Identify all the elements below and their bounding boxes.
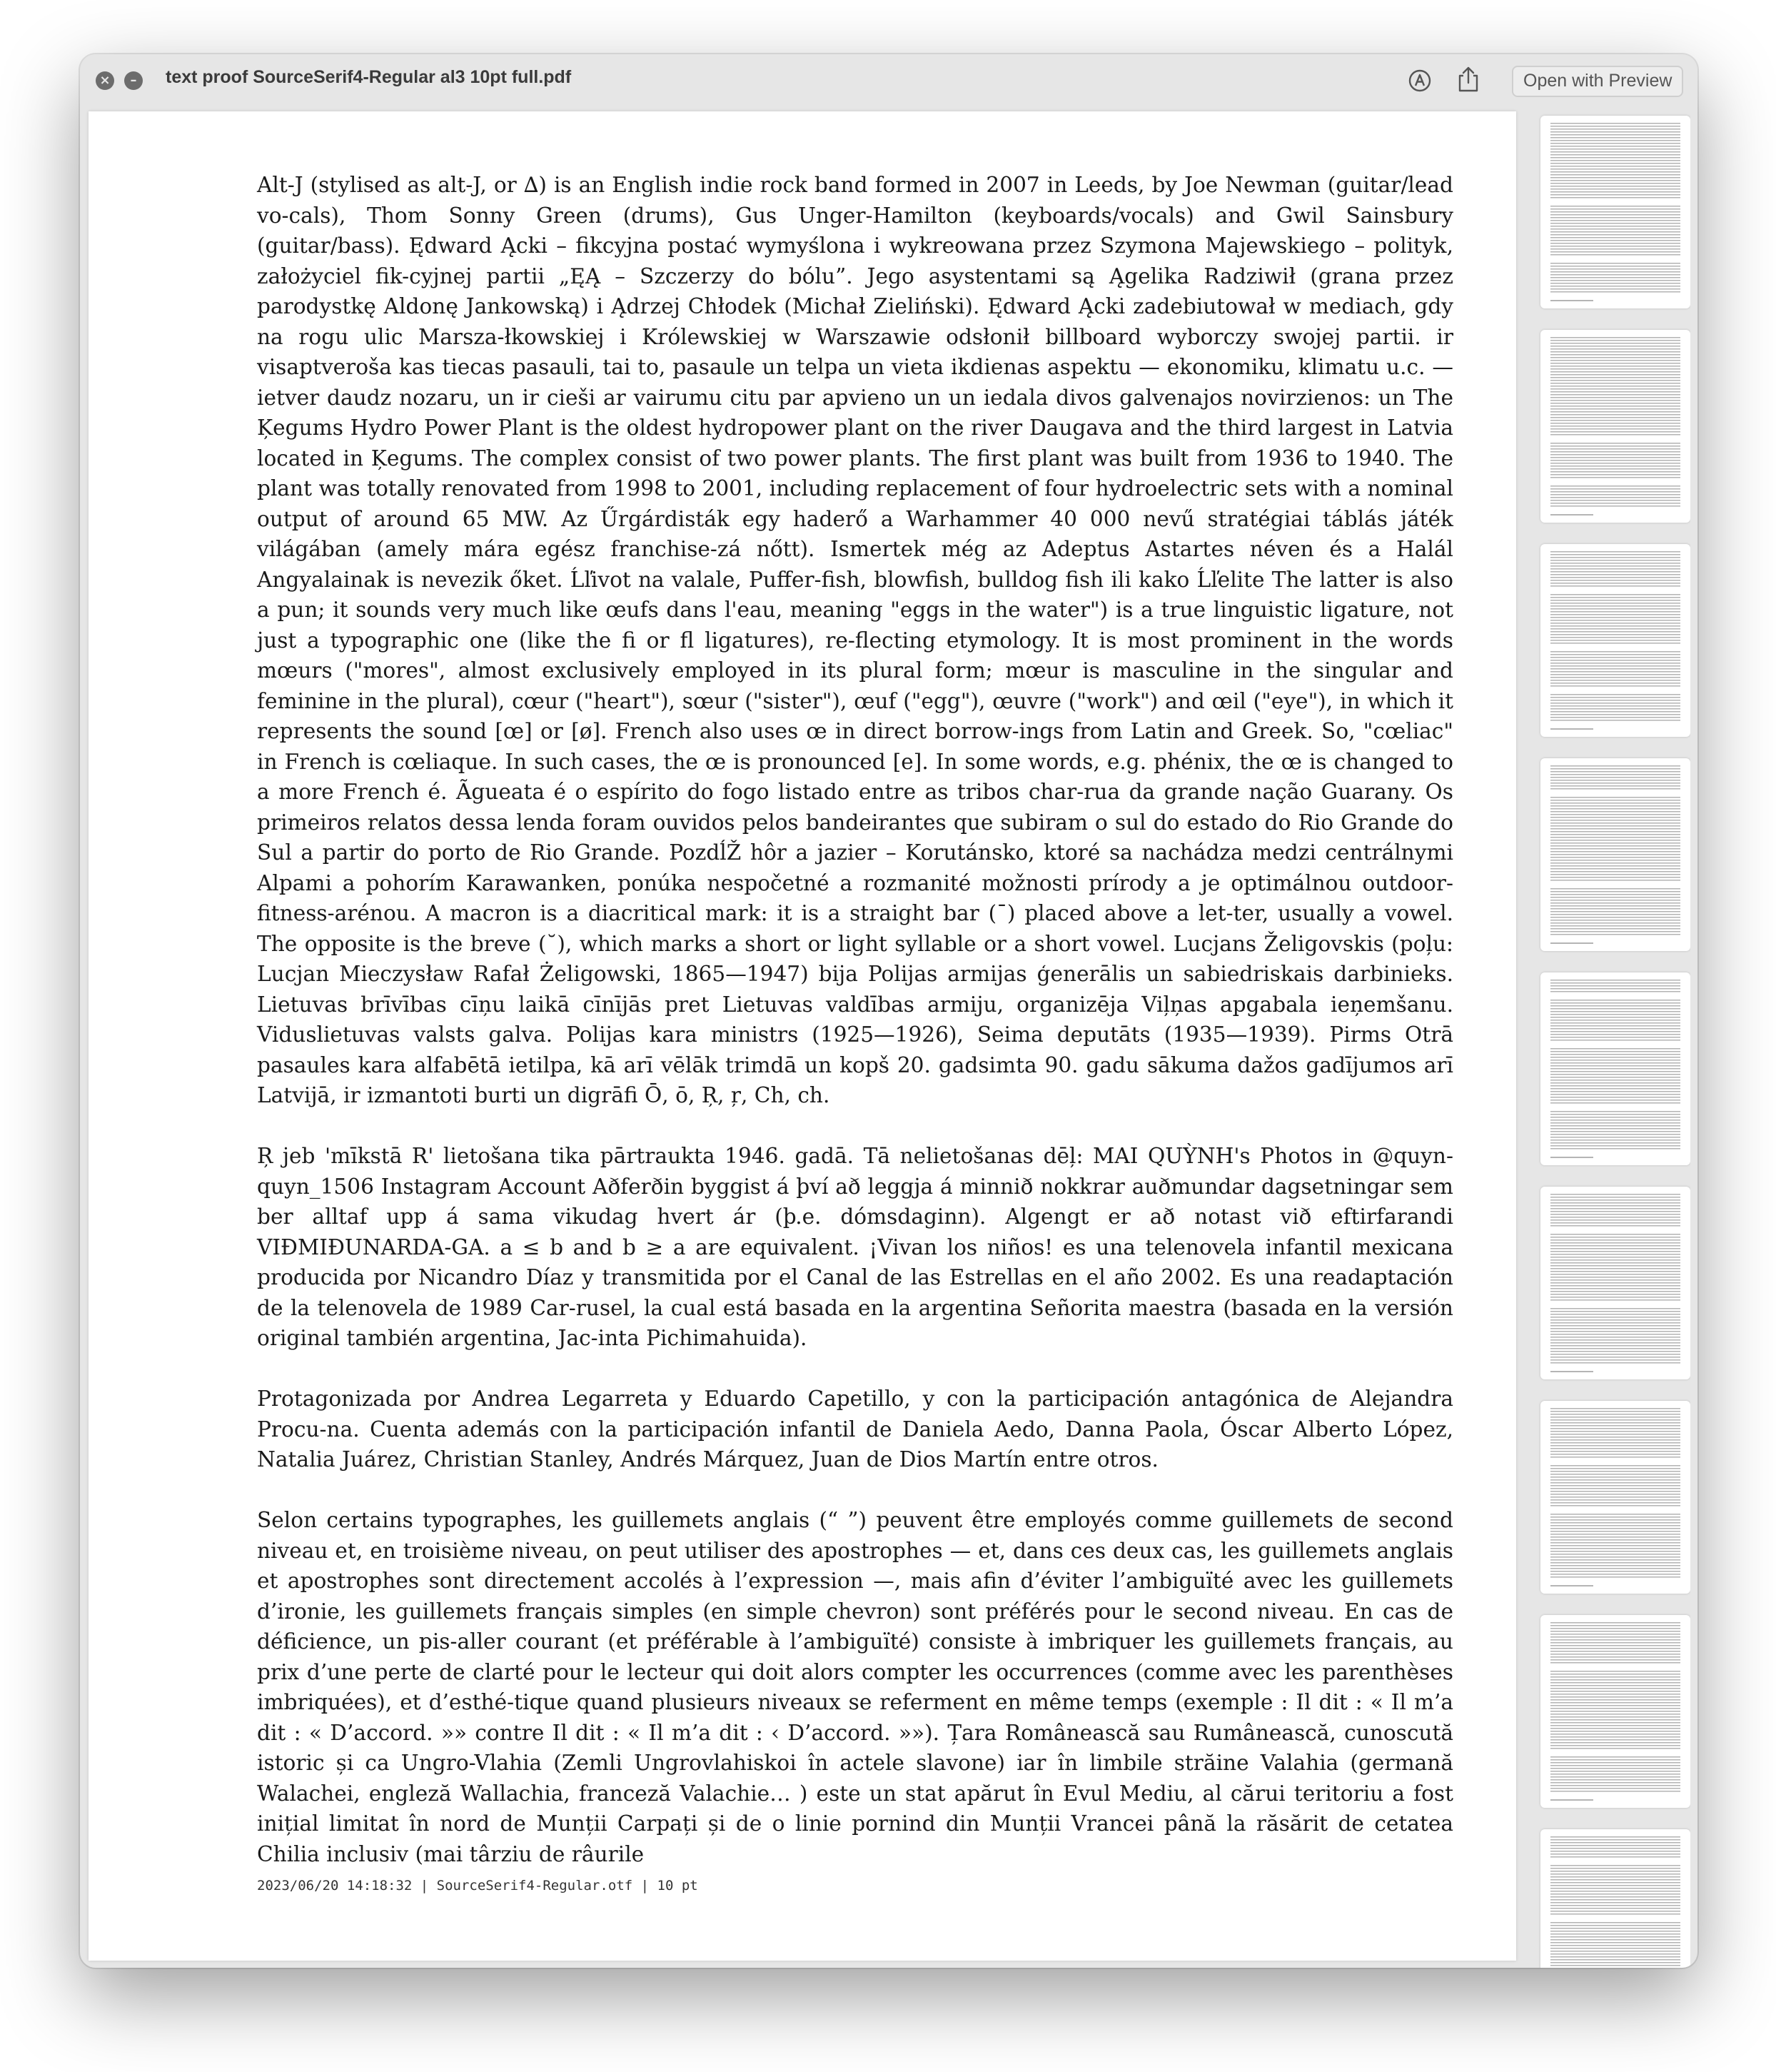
page-body	[257, 170, 1453, 1869]
page-thumbnail[interactable]	[1540, 1829, 1690, 1968]
minimize-icon[interactable]: –	[124, 71, 143, 90]
paragraph: Protagonizada por Andrea Legarreta y Eduardo Capetillo, y con la participación antagónica de Alejandra Procu-na. Cuenta además con la participación infantil de Daniela Aedo, Danna Paola, Óscar Alberto López, Natalia Juárez, Christian Stanley, Andrés Márquez, Juan de Dios Martín entre otros.	[257, 1387, 1453, 1472]
preview-window	[80, 54, 1697, 1968]
page-thumbnail[interactable]	[1540, 116, 1690, 308]
title-bar[interactable]	[80, 54, 1697, 109]
page-thumbnail[interactable]	[1540, 972, 1690, 1165]
markup-icon[interactable]	[1408, 69, 1432, 93]
paragraph: Selon certains typographes, les guillemets anglais (“ ”) peuvent être employés comme guillemets de second niveau et, en troisième niveau, on peut utiliser des apostrophes — et, dans ces deux cas, les guillemets anglais et apostrophes sont directement accolés à l’expression —, mais afin d’éviter l’ambiguïté avec les guillemets d’ironie, les guillemets français simples (en simple chevron) sont préférés pour le second niveau. En cas de déficience, un pis-aller courant (et préférable à l’ambiguïté) consiste à imbriquer les guillemets français, au prix d’une perte de clarté pour le lecteur qui doit alors compter les occurrences (comme avec les parenthèses imbriquées), et d’esthé-tique quand plusieurs niveaux se referment en même temps (exemple : Il dit : « Il m’a dit : « D’accord. »» contre Il dit : « Il m’a dit : ‹ D’accord. »»). Țara Românească sau Rumânească, cunoscută istoric și ca Ungro-Vlahia (Zemli Ungrovlahiskoi în actele slavone) iar în limbile străine Valahia (germană Walachei, engleză Wallachia, franceză Valachie… ) este un stat apărut în Evul Mediu, al cărui teritoriu a fost inițial limitat în nord de Munții Carpați și de o linie pornind din Munții Vrancei până la răsărit de cetatea Chilia inclusiv (mai târziu de râurile	[257, 1508, 1453, 1866]
page-thumbnail[interactable]	[1540, 544, 1690, 737]
paragraph: Ŗ jeb 'mīkstā R' lietošana tika pārtraukta 1946. gadā. Tā nelietošanas dēļ: MAI QUỲNH's Photos in @quyn-quyn_1506 Instagram Account Aðferðin byggist á því að leggja á minnið nokkrar auðmundar dagsetningar sem ber alltaf upp á sama vikudag hvert ár (þ.e. dómsdaginn). Algengt er að notast við eftirfarandi VIÐMIÐUNARDA-GA. a ≤ b and b ≥ a are equivalent. ¡Vivan los niños! es una telenovela infantil mexicana producida por Nicandro Díaz y transmitida por el Canal de las Estrellas en el año 2002. Es una readaptación de la telenovela de 1989 Car-rusel, la cual está basada en la argentina Señorita maestra (basada en la versión original también argentina, Jac-inta Pichimahuida).	[257, 1144, 1453, 1350]
close-icon[interactable]: ×	[96, 71, 114, 90]
paragraph: Alt-J (stylised as alt-J, or ∆) is an English indie rock band formed in 2007 in Leeds, by Joe Newman (guitar/lead vo-cals), Thom Sonny Green (drums), Gus Unger-Hamilton (keyboards/vocals) and Gwil Sainsbury (guitar/bass). Ędward Ącki – fikcyjna postać wymyślona i wykreowana przez Szymona Majewskiego – polityk, założyciel fik-cyjnej partii „ĘĄ – Szczerzy do bólu”. Jego asystentami są Ągelika Radziwił (grana przez parodystkę Aldonę Jankowską) i Ądrzej Chłodek (Michał Zieliński). Ędward Ącki zadebiutował w mediach, gdy na rogu ulic Marsza-łkowskiej i Królewskiej w Warszawie odsłonił billboard wyborczy swojej partii. ir visaptveroša kas tiecas pasauli, tai to, pasaule un telpa un vieta ikdienas aspektu — ekonomiku, klimatu u.c. — ietver daudz nozaru, un ir cieši ar vairumu citu par apvieno un un iedala divos galvenajos novirzienos: un The Ķegums Hydro Power Plant is the oldest hydropower plant on the river Daugava and the third largest in Latvia located in Ķegums. The complex consist of two power plants. The first plant was built from 1936 to 1940. The plant was totally renovated from 1998 to 2001, including replacement of four hydroelectric sets with a nominal output of around 65 MW. Az Űrgárdisták egy haderő a Warhammer 40 000 nevű stratégiai táblás játék világában (amely mára egész franchise-zá nőtt). Ismertek még az Adeptus Astartes néven és a Halál Angyalainak is nevezik őket. Ĺľivot na valale, Puffer-fish, blowfish, bulldog fish ili kako Ĺľelite The latter is also a pun; it sounds very much like œufs dans l'eau, meaning "eggs in the water") is a true linguistic ligature, not just a typographic one (like the fi or fl ligatures), re-flecting etymology. It is most prominent in the words mœurs ("mores", almost exclusively employed in its plural form; mœur is masculine in the singular and feminine in the plural), cœur ("heart"), sœur ("sister"), œuf ("egg"), œuvre ("work") and œil ("eye"), in which it represents the sound [œ] or [ø]. French also uses œ in direct borrow-ings from Latin and Greek. So, "cœliac" in French is cœliaque. In such cases, the œ is pronounced [e]. In some words, e.g. phénix, the œ is changed to a more French é. Ãgueata é o espírito do fogo listado entre as tribos char-rua da grande nação Guarany. Os primeiros relatos dessa lenda foram ouvidos pelos bandeirantes que subiram o sul do estado do Rio Grande do Sul a partir do porto de Rio Grande. PozdĺŽ hôr a jazier – Korutánsko, ktoré sa nachádza medzi centrálnymi Alpami a pohorím Karawanken, ponúka nespočetné a rozmanité možnosti prírody a je optimálnou outdoor-fitness-arénou. A macron is a diacritical mark: it is a straight bar (¯) placed above a let-ter, usually a vowel. The opposite is the breve (˘), which marks a short or light syllable or a short vowel. Lucjans Želigovskis (poļu: Lucjan Mieczysław Rafał Żeligowski, 1865—1947) bija Polijas armijas ģenerālis un sabiedriskais darbinieks. Lietuvas brīvības cīņu laikā cīnījās pret Lietuvas valdības armiju, organizēja Viļņas apgabala ieņemšanu. Viduslietuvas valsts galva. Polijas kara ministrs (1925—1926), Seima deputāts (1935—1939). Pirms Otrā pasaules kara alfabētā ietilpa, kā arī vēlāk trimdā un kopš 20. gadsimta 90. gadu sākuma dažos gadījumos arī Latvijā, ir izmantoti burti un digrāfi Ō, ō, Ŗ, ŗ, Ch, ch.	[257, 173, 1453, 1107]
pdf-page[interactable]	[89, 111, 1516, 1961]
page-footer: 2023/06/20 14:18:32 | SourceSerif4-Regular.otf | 10 pt	[257, 1878, 698, 1894]
page-thumbnail[interactable]	[1540, 1187, 1690, 1379]
page-thumbnail[interactable]	[1540, 1401, 1690, 1594]
page-thumbnail[interactable]	[1540, 330, 1690, 523]
thumbnail-sidebar[interactable]	[1529, 111, 1690, 1968]
open-with-preview-button[interactable]: Open with Preview	[1512, 66, 1683, 97]
page-thumbnail[interactable]	[1540, 758, 1690, 951]
share-icon[interactable]	[1456, 66, 1480, 93]
page-thumbnail[interactable]	[1540, 1615, 1690, 1808]
window-title: text proof SourceSerif4-Regular al3 10pt full.pdf	[166, 67, 572, 87]
